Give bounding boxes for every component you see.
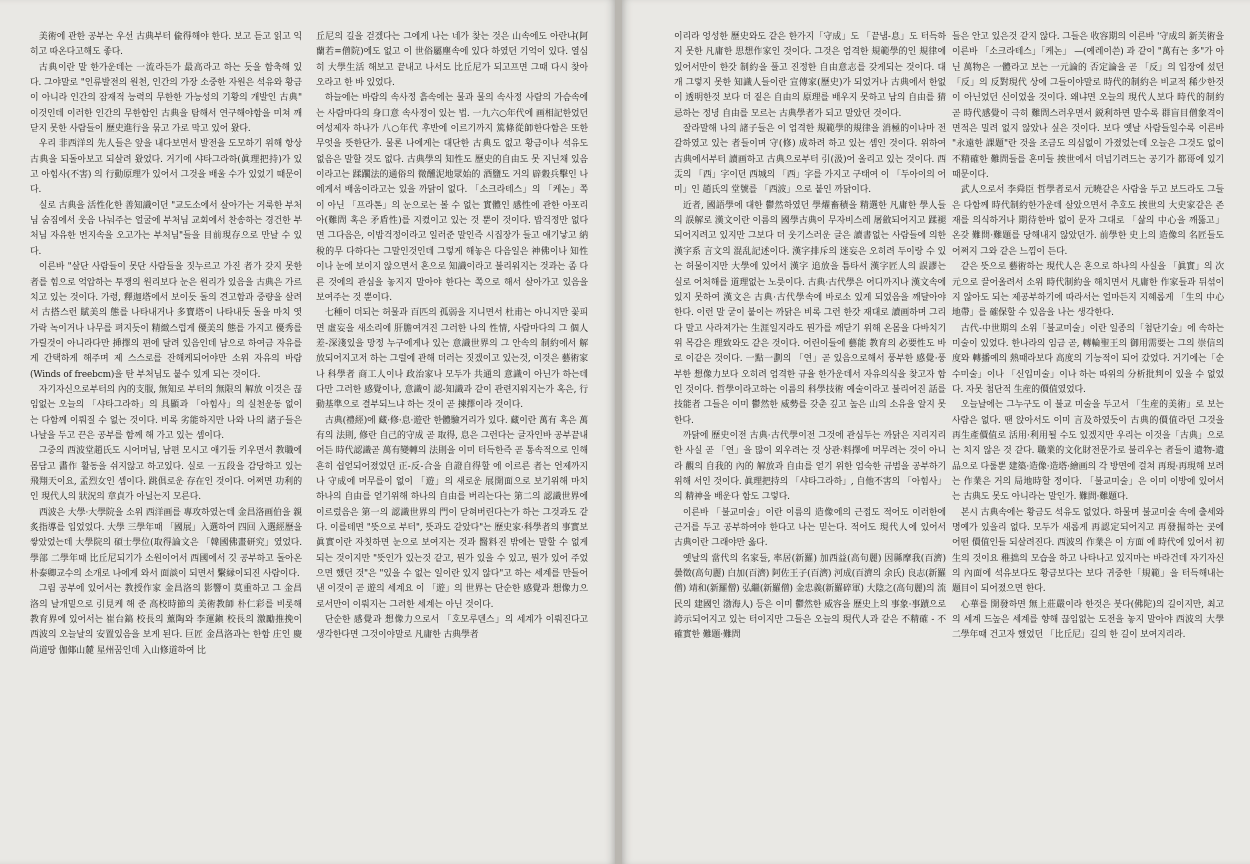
paragraph: 이른바 「불교미술」이란 이름의 造像에의 근접도 적어도 이러한에 근거를 두고 공부하여야 한다고 나는 믿는다. 적어도 現代人에 있어서 古典이란 그래야만 옳다. [674, 507, 946, 549]
paragraph: 자기자신으로부터의 內的支服, 無知로 부터의 無限의 解放 이것은 끊임없는 오늘의 「샤타그라하」의 具顯과 「아힘사」의 실천운동 없이는 다함께 이뤄질 수 없는 것이다. 비록 劣能하지만 나와 나의 諸子들은 나날을 두고 끈은 공부를 함께 해 가고 있는 셈이다. [30, 384, 302, 441]
paragraph: 그중의 西波堂趙氏도 시어머님, 남편 모시고 애기들 키우면서 教職에 몸담고 畵作 활동을 쉬지않고 하고있다. 실로 一五段을 감당하고 있는 飛翔天이요, 孟烈女인 셈이다. 跳俱로운 存在인 것이다. 어쩌면 功利的인 現代人의 狀況의 章貞가 아닐는지 모른다. [30, 446, 302, 503]
paragraph: 이른바 "살단 사람들이 못단 사람들을 짓누르고 가진 者가 갖지 못한 者를 힘으로 억압하는 투쟁의 원리보다 눈은 원리가 있음을 古典은 가르치고 있는 것이다. 가령, 釋迦塔에서 보이듯 돌의 견고함과 중량을 살려서 古搭스런 賦美의 態를 나타내거나 多寶塔이 나타내듯 돌을 마치 엿가락 녹이거나 나무를 펴지듯이 精緻스럽게 優美의 態를 가지고 優秀를 가릴것이 아니라다만 挿擇의 편에 달려 있음인데 남으로 하여금 자유를 게 간택하게 해주며 제 스스로를 잔해케되어야만 소위 자유의 바람(Winds of freebcm)을 탄 부처님도 붙수 있게 되는 것이다. [30, 262, 302, 380]
paragraph: 하늘에는 바람의 속사정 흙속에는 물과 물의 속사정 사람의 가슴속에는 사람마다의 身口意 속사정이 있는 법. 一九六○年代에 画相記한었던 여성제자 하나가 八○年代 후반에 이르기까지 篤條從師한다함은 또한 무엇을 뜻한단가. 물론 나에게는 대단한 古典도 없고 황금이나 석유도 없음은 말할 것도 없다. 古典學의 知性도 歷史的自由도 못 지닌채 있음이라고는 蹂躙法的通俗의 微醺泥地眾始的 酒鹽도 거의 辟穀兵擊인 나에게서 배움이라고는 있을 까닭이 없다. 「소크라테스」의 「케논」쪽이 아닌 「프라톤」의 눈으로는 볼 수 없는 實體인 感性에 관한 아포리아(難問 혹은 矛盾性)를 지켰이고 있는 것 뿐이 것이다. 밥걱정만 없다면 그다음은, 이밥걱정이라고 일러준 말인즉 시집장가 들고 애기낳고 納稅的무 다하다는 그말인것인데 그렇게 해놓은 다음일은 神佛이나 知性이나 눈에 보이지 않으면서 혼으로 知識이라고 불리워지는 것과는 좀 다른 것에의 관심을 놓지지 말아야 한다는 쪽으로 해서 살아가고 있음을 보여주는 것 뿐이다. [316, 93, 588, 303]
right-page [622, 0, 1250, 864]
paragraph: 古代-中世期의 소위「불교미술」이란 일종의「첨단기술」에 속하는 미술이 있었다. 한나라의 임금 곧, 轉輪聖王의 御用需要는 그의 崇信의 度와 轉播예의 熱때라보다 高度의 기능적이 되어 갔었다. 거기에는「순수미술」이나 「신입미술」이나 하는 따위의 分析批判이 있을 수 없었다. 자못 첨단적 生産的價值였었다. [952, 323, 1224, 395]
text-column-3 [674, 30, 946, 854]
paragraph: 본시 古典속에는 황금도 석유도 없었다. 하물며 불교미술 속에 출세와 명예가 있을리 없다. 모두가 새롭게 再認定되어지고 再發掘하는 곳에 어떤 價值인들 되살려진다. 西波의 作業은 이 方面 에 時代에 있어서 初生의 것이요 稚拙의 모습을 하고 나타나고 있지마는 바라건데 자기자신의 內面에 석유보다도 황금보다는 보다 귀중한「規範」을 터득해내는 題目이 되어졌으면 한다. [952, 507, 1224, 595]
paragraph: 그림 공부에 있어서는 教授作家 金昌洛의 影響이 莫重하고 그 金昌洛의 날개밑으로 引見케 해 준 高校時節의 美術教師 朴仁彩를 비롯해 教育界에 있어서는 崔台鎬 校長의 薰陶와 李運鎭 校長의 激勵推挽이 西波의 오늘날의 安置있음을 보게 된다. 巨匠 金昌洛과는 한함 庄인 慶尚道땅 伽倻山麓 星州꿈인데 入山修道하여 比 [30, 584, 302, 656]
paragraph: 까닭에 歷史이전 古典·古代學이전 그것에 관심두는 까닭은 지리지리한 사실 곧 「연」을 많이 외우려는 것 상관·料擇에 머무려는 것이 아니라 觀의 自我的 內的 解放과 自由를 얻기 위한 엄숙한 규범을 공부하기위해 서인 것이다. 眞理把持의 「샤타그라하」, 自他不害의 「아힘사」의 精神을 배운다 함도 그렇다. [674, 430, 946, 503]
left-page [0, 0, 615, 864]
paragraph: 실로 古典을 活性化한 善知識이던 "교도소에서 살아가는 거룩한 부처님 숨짐에서 웃음 나눠주는 얼굴에 부처님 교회에서 찬송하는 경건한 부처님 자유한 번지속을 오고가는 부처님"들을 目前現存으로 만날 수 있다. [30, 200, 302, 257]
paragraph: 들은 안고 있은것 같지 않다. 그들은 收容期의 이른바 '守成의 新芙術을 이른바 「소크라테스」「케논」 —(예레이쓴) 과 같이 "萬有는 多"가 아닌 萬物은 一體라고 보는 一元論的 否定論을 곧 「反」의 입장에 섰던 「反」의 反對現代 상에 그들이야말로 時代的制約은 비교적 稀少한것이 아닌었던 신이었을 것이다. 왜냐면 오늘의 現代人보다 時代的制約 곧 時代感覺이 극히 難問스러우면서 鋭利하면 말수록 群盲目僧象격이면적은 밀려 없지 않았나 싶은 것이다. 보다 옛날 사람들일수록 이른바 "永遠한 課題"란 것을 조금도 의심없이 가졌었는데 오늘은 그것도 없이 不精確한 難問들를 혼미들 挨世에서 더넘기려드는 공기가 都哥에 있기 때문이다. [952, 32, 1224, 181]
text-column-4 [952, 30, 1224, 854]
paragraph: 美術에 관한 공부는 우선 古典부터 偸得해야 한다. 보고 듣고 읽고 익히고 따온다고해도 좋다. [30, 32, 302, 58]
book-gutter [615, 0, 622, 864]
paragraph: 心華를 開發하면 無上莊嚴이라 한것은 붓다(佛陀)의 길이지만, 최고의 세계 드높은 세계를 향해 끊임없는 도전을 놓지 말아야 西波의 大學二學年때 건고자 했었던 「比丘尼」길의 한 길이 보여지리라. [952, 599, 1224, 641]
paragraph: 오늘날에는 그누구도 이 불교 미술을 두고서 「生産的美術」로 보는 사람은 없다. 땐 앉아서도 이미 言及하였듯이 古典的價值라던 그것을 再生產價值로 活用·利用될 수도 있겠지만 우리는 이것을「古典」으로는 치지 않은 것 같다. 職業的文化財전문가로 불리우는 者들이 遺物-遺品으로 다룰뿐 建築·造像·造塔·繪画의 각 방면에 걸쳐 再現·再現해 보려는 作業은 거의 局地時할 정이다. 「불교미술」은 이미 이방에 있어서는 古典도 못도 아니라는 말인가. 難問·難題다. [952, 400, 1224, 503]
paragraph: 丘尼의 길을 걷겠다는 그에게 나는 네가 찾는 것은 山속에도 아란냐(阿蘭若=僧院)에도 없고 이 世俗屬塵속에 있다 하였던 기억이 있다. 열심히 大學生活 해보고 끝내고 나서도 比丘尼가 되고프면 그때 다시 찾아오라고 한 바 있었다. [316, 32, 588, 89]
paragraph: 西波은 大學·大學院을 소위 西洋画를 專攻하였는데 金昌洛画伯을 親炙指導를 입었었다. 大學 三學年때 「國展」入選하여 四回 入選經歷을 쌓았었는데 大學院의 碩士學位(取得論文은 「韓國佛畫研究」였었다. 學部 二學年때 比丘尼되기가 소원이어서 西國에서 깃 공부하고 돌아온 朴泰卿교수의 소개로 나에게 와서 面談이 되면서 繫縁이되진 사람이다. [30, 507, 302, 580]
paragraph: 古典(禮經)에 藏·修·息·遊란 한體驗거리가 있다. 藏이란 萬有 혹은 萬有의 法則, 修란 自己的守成 곧 取得, 息은 그런다는 글자인바 공부끝내어든 時代認識곧 萬有變轉의 法則을 이미 터득한즉 곧 통속적으로 인해 흔히 쉽얻되어졌었던 正-反-合을 自證自得할 에 이르른 者는 언제까지나 守成에 머무를이 없이 「遊」의 새로운 展開面으로 보기위해 마치 하나의 自由를 얻기위해 하나의 自由를 버리는다는 第二의 認識世界에 이르렀음은 第一의 認識世界의 門이 닫혀버린다는가 하는 그것과도 같다. 이를테면 "뜻으로 부터", 뜻과도 같았다"는 歷史家·科學者의 事實보 眞實이란 자칫하면 눈으로 보여지는 것과 醫料진 밖에는 말할 수 없게 되는 것이지만 "뜻인가 있는것 같고, 뭔가 있을 수 있고, 뭔가 있어 주었으면 했던 것"은 "있을 수 없는 일이란 있지 않다"고 하는 세계를 만들어낸 이것이 곧 遊의 세계요 이 「遊」의 世界는 단순한 感覺과 想像力으로서만이 이뤄지는 그러한 세계는 아닌 것이다. [316, 415, 588, 610]
paragraph: 잘라말해 나의 諸子들은 이 엄격한 規範學的規律을 消極的이나마 전갈하였고 있는 者들이며 守(修) 成하려 하고 있는 셈인 것이다. 위하여 古典에서부터 讀画하고 古典으로부터 引(汲)어 올리고 있는 것이다. 西㶣의 「西」字이던 西城의 「西」字를 가지고 구태여 이 「두아이의 어미」인 趙氏의 堂號를 「西波」으로 붙인 까닭이다. [674, 124, 946, 196]
paragraph: 古典이란 말 한가운데는 一流라든가 最高라고 하는 듯을 함축해 있다. 그야말로 "인류발전의 원천, 인간의 가장 소중한 자원은 석유와 황금이 아니라 인간의 잠재적 능력의 무한한 가능성의 기황의 개발인 古典" 이것인데 이러한 인간의 무한함인 古典을 탐해서 연구해야함을 미쳐 깨닫지 못한 사람들이 歷史進行을 묶고 가로 막고 있어 왔다. [30, 62, 302, 135]
text-column-1 [30, 30, 302, 854]
text-column-2 [316, 30, 588, 854]
paragraph: 우리 非西洋의 先人들은 앞을 내다보면서 발전을 도모하기 위해 항상 古典을 되돌아보고 되살려 왔었다. 거기에 샤타그라하(眞理把持)가 있고 아힘사(不害) 의 行動原理가 있어서 그것을 배울 수가 있었기 때문이다. [30, 139, 302, 196]
paragraph: 옛날의 當代의 名家들, 率居(新羅) 加西益(高句麗) 因縣摩我(百濟) 曇徵(高句麗) 白加(百濟) 阿佐王子(百濟) 河成(百濟의 余氏) 良志(新羅僧) 靖和(新羅僧) 弘繼(新羅僧) 金忠義(新羅碎軍) 大陰之(高句麗)의 流民의 建國인 渤海人) 등은 이미 鬱然한 威容을 歷史上의 事象·事蹟으로 誇示되어지고 있는 터이지만 그들은 오늘의 現代人과 같은 不精確 - 不確實한 難題·難問 [674, 553, 946, 641]
paragraph: 近者, 國語學에 대한 鬱然하였던 學燿畜積을 精選한 凡庸한 學人들의 誤解로 漢文이란 이름의 國學古典이 무자비스레 屠斂되어지고 蹂褪되어지려고 있지만 그보다 더 웃기스러운 글은 讀書없는 사람들에 의한 漢字系 言文의 混乱記述이다. 漢字排斥의 迷妄은 오히려 두이랑 수 있는 허물이지만 大學에 있어서 漢字 追放을 틈타서 漢字匠人의 誤謬는 실로 어처해를 道理없는 노릇이다. 古典·古代學은 어디까지나 漢文속에 있지 못하여 漢文은 古典·古代學속에 바로소 있게 되었음을 깨달아야 한다. 이런 말 굳이 붙이는 까닭은 비록 그런 한갓 재대로 讀画하며 그리다 말고 사라져가는 生涯일지라도 뭔가를 깨닫기 위해 온몸을 다바치기 위 목감은 理致와도 같은 것이다. 어린이들에 藝能 教育의 必要性도 바로 이같은 것이다. 一點一劃의 「연」곧 있음으로해서 풍부한 感覺·풍부한 想像力보다 오히려 엄격한 규율 한가운데서 자유의식을 찾고자 함인 것이다. 哲學이라고하는 이름의 科學技術 예술이라고 불리어진 話를 技能者 그들은 이미 鬱然한 威勢를 갖춘 깊고 높은 山의 소유을 알지 못한다. [674, 200, 946, 426]
paragraph: 武人으로서 李舜臣 哲學者로서 元曉같은 사람을 두고 보드라도 그들은 다함께 時代制約한가운데 살았으면서 추호도 挨世의 大史家같은 존재를 의식하거나 期待한바 없이 문자 그대로 「삶의 中心을 깨뚫고」 온갖 難問·難題를 당해내지 않았던가. 前學한 史上의 造像의 名匠들도 어쩌지 그와 같은 느낌이 든다. [952, 185, 1224, 257]
paragraph: 七種이 더되는 허물과 百匹의 孤弱을 지니면서 杜甫는 아니지만 꽃피면 虛妄을 새소리에 肝膽여겨진 그러한 나의 性情, 사람마다의 그 個人差-深淺있을 망정 누구에게나 있는 意識世界의 그 안속의 制約에서 解放되어지고저 하는 그럴에 관해 더러는 짓겠이고 있는것, 이것은 藝術家나 科學者 商工人이나 政治家나 모두가 共通의 意識이 아닌가 하는데 다만 그러한 感覺이나, 意識이 認-知識과 같이 관련지워지는가 혹은, 行動基準으로 결부되느냐 하는 것이 곧 揀擇이라 것이다. [316, 308, 588, 411]
paragraph: 이리라 엉성한 歷史와도 같은 한가지「守成」도 「끝냄-息」도 터득하지 못한 凡庸한 思想作家인 것이다. 그것은 엄격한 規範學的인 規律에 있어서만이 한갓 制約을 풀고 진정한 自由意志를 갖게되는 것이다. 대개 그렇지 못한 知識人들이란 宣傳家(歷史)가 되었거나 古典에서 한없이 透明한것 보다 더 짙은 自由의 原理를 배우지 못하고 남의 自由를 猜忌하는 정녕 自由를 모르는 古典學者가 되고 말았던 것이다. [674, 32, 946, 119]
paragraph: 같은 뜻으로 藝術하는 現代人은 혼으로 하나의 사실을 「眞實」의 次元으로 끌어올려서 소위 時代制約을 해치면서 凡庸한 作家들과 뒤섞이지 않아도 되는 제공부하기에 따라서는 얼마든지 지혜롭게 「生의 中心地帶」를 確保할 수 있음을 나는 생각한다. [952, 262, 1224, 319]
paragraph: 단순한 感覺과 想像力으로서 「호모루덴스」의 세계가 이뤄진다고 생각한다면 그것이야말로 凡庸한 古典學者 [316, 615, 588, 641]
